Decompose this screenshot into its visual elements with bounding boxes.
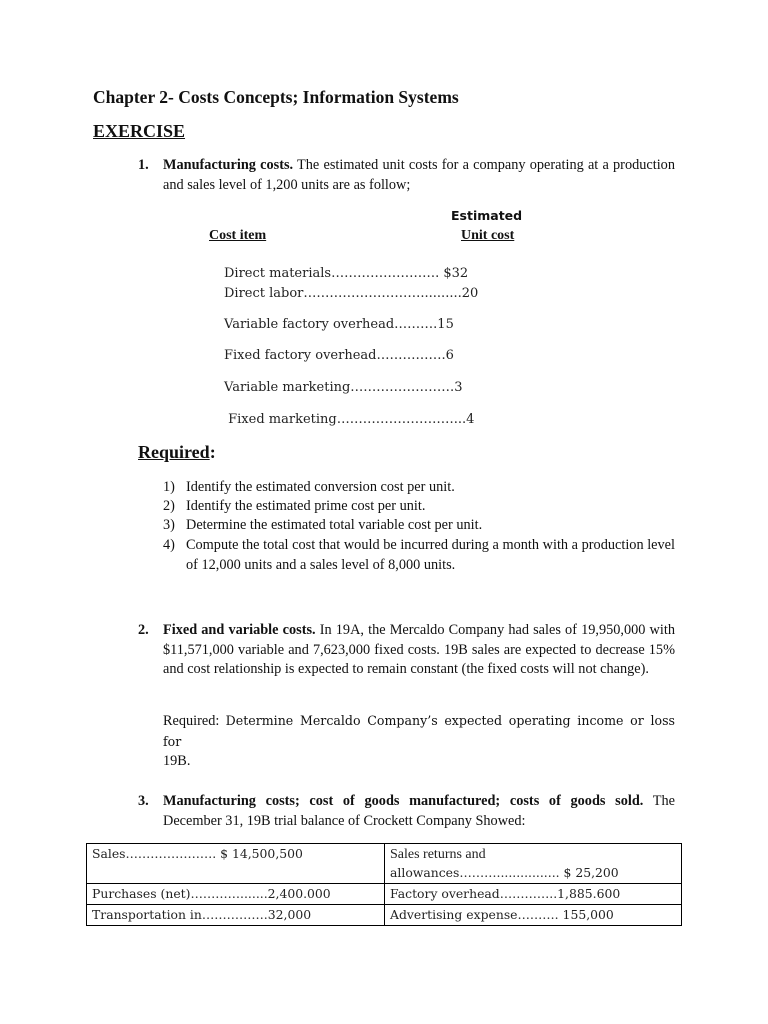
required-item-text: Identify the estimated prime cost per unit. bbox=[186, 498, 426, 514]
ex2-number: 2. bbox=[138, 622, 149, 638]
table-cell-purchases: Purchases (net)………….......2,400.000 bbox=[87, 884, 385, 905]
table-cell-sales: Sales…………………. $ 14,500,500 bbox=[87, 844, 385, 884]
col-unit-cost: Unit cost bbox=[461, 228, 515, 243]
required-colon: : bbox=[209, 442, 216, 462]
ex1-text: The estimated unit costs for a company operating at a production and sales level of 1,200 units are as follow; bbox=[163, 157, 675, 193]
cost-item-fixed-factory-overhead: Fixed factory overhead…………….6 bbox=[224, 348, 454, 363]
cost-item-direct-labor: Direct labor………………………..........20 bbox=[224, 286, 479, 301]
table-cell-transportation: Transportation in…………….32,000 bbox=[87, 905, 385, 926]
required-item-number: 3) bbox=[163, 517, 175, 533]
ex2-heading: Fixed and variable costs. bbox=[163, 622, 316, 638]
table-cell-advertising: Advertising expense………. 155,000 bbox=[385, 905, 682, 926]
trial-balance-table bbox=[86, 843, 682, 926]
ex2-required-prefix: Required: bbox=[163, 713, 226, 729]
required-item-text: Compute the total cost that would be incurred during a month with a production level of 12,000 units and a sales level of 8,000 units. bbox=[186, 537, 675, 573]
required-label: Required bbox=[138, 442, 210, 462]
ex1-paragraph bbox=[163, 156, 675, 195]
ex3-text: The December 31, 19B trial balance of Crockett Company Showed: bbox=[163, 793, 676, 829]
required-item-text: Determine the estimated total variable cost per unit. bbox=[186, 517, 483, 533]
table-row bbox=[87, 905, 682, 926]
cost-item-variable-factory-overhead: Variable factory overhead……….15 bbox=[224, 317, 454, 332]
ex3-paragraph bbox=[163, 792, 675, 831]
cost-item-fixed-marketing: Fixed marketing………………………...4 bbox=[224, 412, 475, 427]
required-item-number: 2) bbox=[163, 498, 175, 514]
required-heading bbox=[138, 442, 216, 463]
col-estimated: Estimated bbox=[451, 208, 523, 223]
exercise-heading: EXERCISE bbox=[93, 121, 186, 141]
cost-item-direct-materials: Direct materials……………………. $32 bbox=[224, 266, 469, 281]
required-item-number: 1) bbox=[163, 479, 175, 495]
table-row bbox=[87, 884, 682, 905]
table-cell-line: allowances………................ $ 25,200 bbox=[390, 865, 619, 880]
col-cost-item: Cost item bbox=[209, 228, 267, 243]
table-row bbox=[87, 844, 682, 884]
required-item-text: Identify the estimated conversion cost per unit. bbox=[186, 479, 455, 495]
table-cell-line: Sales returns and bbox=[390, 847, 486, 862]
ex2-required-text: Determine Mercaldo Company’s expected operating income or loss for bbox=[163, 713, 675, 749]
required-item-number: 4) bbox=[163, 537, 175, 553]
table-cell-factory-overhead: Factory overhead…………..1,885.600 bbox=[385, 884, 682, 905]
cost-item-variable-marketing: Variable marketing……………………3 bbox=[224, 380, 463, 395]
ex2-paragraph bbox=[163, 621, 675, 680]
table-cell-sales-returns bbox=[385, 844, 682, 884]
ex3-number: 3. bbox=[138, 793, 149, 809]
ex1-heading: Manufacturing costs. bbox=[163, 157, 294, 173]
page-title: Chapter 2- Costs Concepts; Information Systems bbox=[93, 87, 459, 107]
ex3-heading: Manufacturing costs; cost of goods manufactured; costs of goods sold. bbox=[163, 793, 644, 809]
ex2-required bbox=[163, 711, 675, 772]
ex2-required-tail: 19B. bbox=[163, 753, 191, 769]
ex2-text: In 19A, the Mercaldo Company had sales of 19,950,000 with $11,571,000 variable and 7,623,000 fixed costs. 19B sales are expected to decrease 15% and cost relationship is expected to remain constant (the fixed costs will not change). bbox=[163, 622, 675, 677]
ex1-number: 1. bbox=[138, 157, 149, 173]
